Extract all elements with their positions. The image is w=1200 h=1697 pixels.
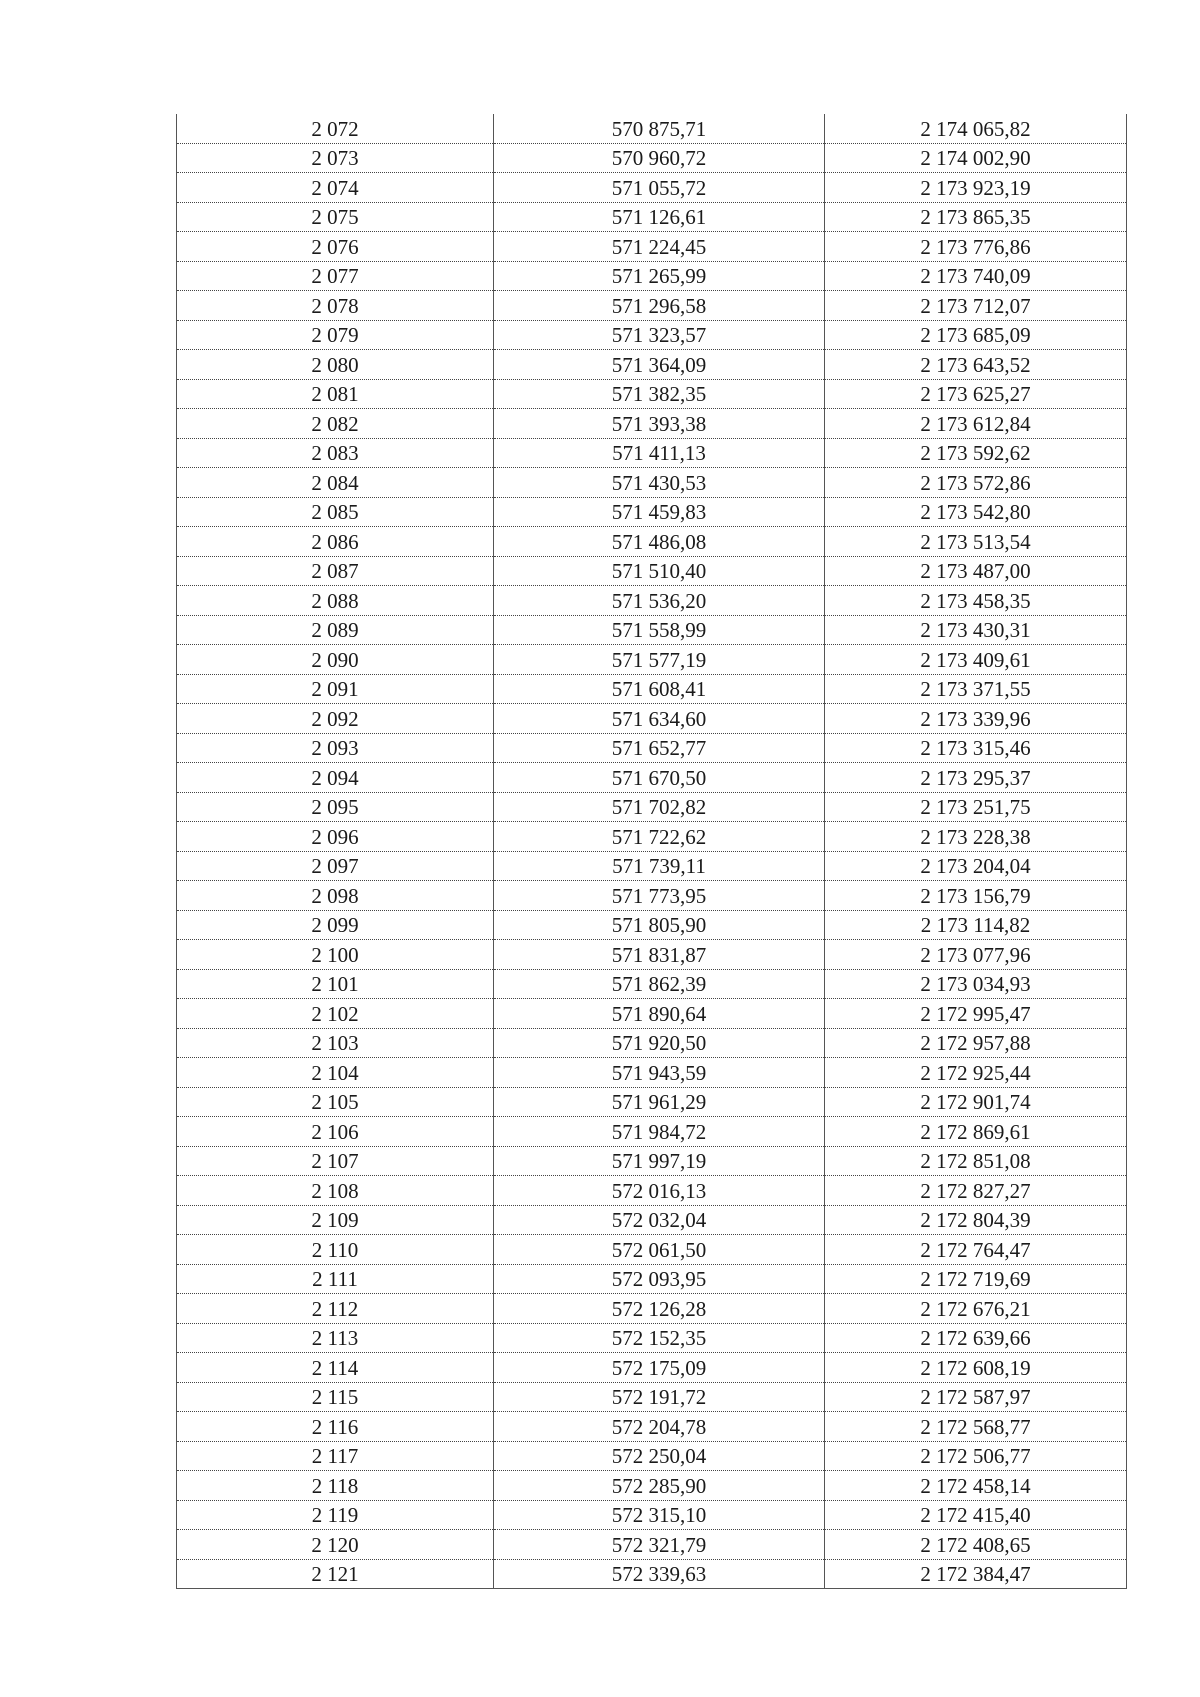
table-row <box>177 379 1127 409</box>
point-number-cell: 2 106 <box>177 1117 494 1147</box>
y-coordinate-cell: 2 172 804,39 <box>825 1205 1127 1235</box>
y-coordinate-cell: 2 172 764,47 <box>825 1235 1127 1265</box>
point-number-cell: 2 100 <box>177 940 494 970</box>
point-number-cell: 2 082 <box>177 409 494 439</box>
table-row <box>177 1176 1127 1206</box>
point-number-cell: 2 077 <box>177 261 494 291</box>
y-coordinate-cell: 2 173 625,27 <box>825 379 1127 409</box>
point-number-cell: 2 093 <box>177 733 494 763</box>
table-row <box>177 881 1127 911</box>
table-row <box>177 261 1127 291</box>
point-number-cell: 2 110 <box>177 1235 494 1265</box>
point-number-cell: 2 090 <box>177 645 494 675</box>
y-coordinate-cell: 2 172 901,74 <box>825 1087 1127 1117</box>
y-coordinate-cell: 2 173 776,86 <box>825 232 1127 262</box>
table-row <box>177 1028 1127 1058</box>
y-coordinate-cell: 2 174 065,82 <box>825 114 1127 143</box>
x-coordinate-cell: 571 702,82 <box>494 792 825 822</box>
table-row <box>177 409 1127 439</box>
point-number-cell: 2 087 <box>177 556 494 586</box>
table-row <box>177 468 1127 498</box>
x-coordinate-cell: 572 321,79 <box>494 1530 825 1560</box>
x-coordinate-cell: 572 339,63 <box>494 1559 825 1589</box>
table-row <box>177 1500 1127 1530</box>
table-row <box>177 910 1127 940</box>
table-row <box>177 645 1127 675</box>
y-coordinate-cell: 2 173 114,82 <box>825 910 1127 940</box>
table-row <box>177 1264 1127 1294</box>
table-row <box>177 1146 1127 1176</box>
point-number-cell: 2 105 <box>177 1087 494 1117</box>
x-coordinate-cell: 571 323,57 <box>494 320 825 350</box>
table-row <box>177 320 1127 350</box>
x-coordinate-cell: 571 997,19 <box>494 1146 825 1176</box>
point-number-cell: 2 081 <box>177 379 494 409</box>
table-row <box>177 1235 1127 1265</box>
table-row <box>177 291 1127 321</box>
table-row <box>177 202 1127 232</box>
point-number-cell: 2 083 <box>177 438 494 468</box>
x-coordinate-cell: 572 061,50 <box>494 1235 825 1265</box>
table-row <box>177 1382 1127 1412</box>
y-coordinate-cell: 2 173 034,93 <box>825 969 1127 999</box>
x-coordinate-cell: 572 191,72 <box>494 1382 825 1412</box>
point-number-cell: 2 072 <box>177 114 494 143</box>
table-row <box>177 586 1127 616</box>
point-number-cell: 2 109 <box>177 1205 494 1235</box>
point-number-cell: 2 098 <box>177 881 494 911</box>
point-number-cell: 2 117 <box>177 1441 494 1471</box>
x-coordinate-cell: 570 960,72 <box>494 143 825 173</box>
y-coordinate-cell: 2 173 371,55 <box>825 674 1127 704</box>
table-row <box>177 556 1127 586</box>
x-coordinate-cell: 571 773,95 <box>494 881 825 911</box>
y-coordinate-cell: 2 172 608,19 <box>825 1353 1127 1383</box>
point-number-cell: 2 088 <box>177 586 494 616</box>
y-coordinate-cell: 2 172 925,44 <box>825 1058 1127 1088</box>
y-coordinate-cell: 2 172 415,40 <box>825 1500 1127 1530</box>
table-row <box>177 1559 1127 1589</box>
table-row <box>177 1412 1127 1442</box>
point-number-cell: 2 107 <box>177 1146 494 1176</box>
y-coordinate-cell: 2 173 542,80 <box>825 497 1127 527</box>
point-number-cell: 2 086 <box>177 527 494 557</box>
x-coordinate-cell: 571 393,38 <box>494 409 825 439</box>
point-number-cell: 2 120 <box>177 1530 494 1560</box>
y-coordinate-cell: 2 172 869,61 <box>825 1117 1127 1147</box>
y-coordinate-cell: 2 172 408,65 <box>825 1530 1127 1560</box>
point-number-cell: 2 097 <box>177 851 494 881</box>
table-row <box>177 1441 1127 1471</box>
point-number-cell: 2 104 <box>177 1058 494 1088</box>
point-number-cell: 2 076 <box>177 232 494 262</box>
y-coordinate-cell: 2 172 384,47 <box>825 1559 1127 1589</box>
x-coordinate-cell: 572 032,04 <box>494 1205 825 1235</box>
y-coordinate-cell: 2 173 409,61 <box>825 645 1127 675</box>
table-row <box>177 1087 1127 1117</box>
table-row <box>177 1117 1127 1147</box>
y-coordinate-cell: 2 173 339,96 <box>825 704 1127 734</box>
table-row <box>177 1205 1127 1235</box>
y-coordinate-cell: 2 173 156,79 <box>825 881 1127 911</box>
table-row <box>177 792 1127 822</box>
x-coordinate-cell: 571 459,83 <box>494 497 825 527</box>
x-coordinate-cell: 571 831,87 <box>494 940 825 970</box>
x-coordinate-cell: 572 250,04 <box>494 1441 825 1471</box>
x-coordinate-cell: 571 126,61 <box>494 202 825 232</box>
x-coordinate-cell: 571 608,41 <box>494 674 825 704</box>
x-coordinate-cell: 571 055,72 <box>494 173 825 203</box>
point-number-cell: 2 099 <box>177 910 494 940</box>
table-row <box>177 999 1127 1029</box>
table-row <box>177 143 1127 173</box>
x-coordinate-cell: 571 430,53 <box>494 468 825 498</box>
y-coordinate-cell: 2 173 923,19 <box>825 173 1127 203</box>
point-number-cell: 2 108 <box>177 1176 494 1206</box>
x-coordinate-cell: 571 224,45 <box>494 232 825 262</box>
y-coordinate-cell: 2 172 719,69 <box>825 1264 1127 1294</box>
point-number-cell: 2 113 <box>177 1323 494 1353</box>
x-coordinate-cell: 571 364,09 <box>494 350 825 380</box>
y-coordinate-cell: 2 172 506,77 <box>825 1441 1127 1471</box>
table-row <box>177 527 1127 557</box>
x-coordinate-cell: 571 652,77 <box>494 733 825 763</box>
y-coordinate-cell: 2 172 676,21 <box>825 1294 1127 1324</box>
point-number-cell: 2 101 <box>177 969 494 999</box>
y-coordinate-cell: 2 172 827,27 <box>825 1176 1127 1206</box>
y-coordinate-cell: 2 173 228,38 <box>825 822 1127 852</box>
point-number-cell: 2 115 <box>177 1382 494 1412</box>
y-coordinate-cell: 2 173 712,07 <box>825 291 1127 321</box>
table-row <box>177 763 1127 793</box>
table-row <box>177 173 1127 203</box>
x-coordinate-cell: 572 093,95 <box>494 1264 825 1294</box>
table-row <box>177 438 1127 468</box>
y-coordinate-cell: 2 173 315,46 <box>825 733 1127 763</box>
table-row <box>177 232 1127 262</box>
point-number-cell: 2 084 <box>177 468 494 498</box>
y-coordinate-cell: 2 173 685,09 <box>825 320 1127 350</box>
y-coordinate-cell: 2 173 592,62 <box>825 438 1127 468</box>
x-coordinate-cell: 572 016,13 <box>494 1176 825 1206</box>
x-coordinate-cell: 571 558,99 <box>494 615 825 645</box>
point-number-cell: 2 102 <box>177 999 494 1029</box>
table-row <box>177 704 1127 734</box>
point-number-cell: 2 075 <box>177 202 494 232</box>
x-coordinate-cell: 571 510,40 <box>494 556 825 586</box>
x-coordinate-cell: 571 382,35 <box>494 379 825 409</box>
x-coordinate-cell: 571 634,60 <box>494 704 825 734</box>
y-coordinate-cell: 2 173 740,09 <box>825 261 1127 291</box>
point-number-cell: 2 095 <box>177 792 494 822</box>
coordinates-table <box>176 114 1127 1589</box>
point-number-cell: 2 118 <box>177 1471 494 1501</box>
point-number-cell: 2 079 <box>177 320 494 350</box>
y-coordinate-cell: 2 173 430,31 <box>825 615 1127 645</box>
point-number-cell: 2 073 <box>177 143 494 173</box>
y-coordinate-cell: 2 173 513,54 <box>825 527 1127 557</box>
y-coordinate-cell: 2 173 572,86 <box>825 468 1127 498</box>
table-row <box>177 497 1127 527</box>
x-coordinate-cell: 570 875,71 <box>494 114 825 143</box>
point-number-cell: 2 080 <box>177 350 494 380</box>
x-coordinate-cell: 571 536,20 <box>494 586 825 616</box>
y-coordinate-cell: 2 173 077,96 <box>825 940 1127 970</box>
y-coordinate-cell: 2 173 612,84 <box>825 409 1127 439</box>
table-row <box>177 350 1127 380</box>
point-number-cell: 2 096 <box>177 822 494 852</box>
table-row <box>177 114 1127 143</box>
x-coordinate-cell: 571 943,59 <box>494 1058 825 1088</box>
point-number-cell: 2 094 <box>177 763 494 793</box>
y-coordinate-cell: 2 172 458,14 <box>825 1471 1127 1501</box>
table-row <box>177 851 1127 881</box>
table-row <box>177 940 1127 970</box>
x-coordinate-cell: 572 152,35 <box>494 1323 825 1353</box>
table-row <box>177 674 1127 704</box>
table-row <box>177 1294 1127 1324</box>
coordinates-table-body <box>177 114 1127 1589</box>
x-coordinate-cell: 571 670,50 <box>494 763 825 793</box>
table-row <box>177 1323 1127 1353</box>
x-coordinate-cell: 571 411,13 <box>494 438 825 468</box>
x-coordinate-cell: 571 920,50 <box>494 1028 825 1058</box>
y-coordinate-cell: 2 174 002,90 <box>825 143 1127 173</box>
x-coordinate-cell: 572 315,10 <box>494 1500 825 1530</box>
point-number-cell: 2 119 <box>177 1500 494 1530</box>
point-number-cell: 2 089 <box>177 615 494 645</box>
x-coordinate-cell: 571 961,29 <box>494 1087 825 1117</box>
table-row <box>177 733 1127 763</box>
point-number-cell: 2 078 <box>177 291 494 321</box>
x-coordinate-cell: 571 739,11 <box>494 851 825 881</box>
table-row <box>177 969 1127 999</box>
x-coordinate-cell: 571 265,99 <box>494 261 825 291</box>
y-coordinate-cell: 2 173 487,00 <box>825 556 1127 586</box>
y-coordinate-cell: 2 172 957,88 <box>825 1028 1127 1058</box>
x-coordinate-cell: 572 204,78 <box>494 1412 825 1442</box>
point-number-cell: 2 116 <box>177 1412 494 1442</box>
y-coordinate-cell: 2 172 568,77 <box>825 1412 1127 1442</box>
y-coordinate-cell: 2 173 643,52 <box>825 350 1127 380</box>
table-row <box>177 1058 1127 1088</box>
table-row <box>177 822 1127 852</box>
point-number-cell: 2 121 <box>177 1559 494 1589</box>
point-number-cell: 2 092 <box>177 704 494 734</box>
table-row <box>177 615 1127 645</box>
x-coordinate-cell: 571 984,72 <box>494 1117 825 1147</box>
y-coordinate-cell: 2 172 995,47 <box>825 999 1127 1029</box>
point-number-cell: 2 091 <box>177 674 494 704</box>
x-coordinate-cell: 571 486,08 <box>494 527 825 557</box>
y-coordinate-cell: 2 172 639,66 <box>825 1323 1127 1353</box>
table-row <box>177 1530 1127 1560</box>
point-number-cell: 2 114 <box>177 1353 494 1383</box>
y-coordinate-cell: 2 173 204,04 <box>825 851 1127 881</box>
point-number-cell: 2 111 <box>177 1264 494 1294</box>
y-coordinate-cell: 2 172 851,08 <box>825 1146 1127 1176</box>
x-coordinate-cell: 571 722,62 <box>494 822 825 852</box>
x-coordinate-cell: 571 862,39 <box>494 969 825 999</box>
y-coordinate-cell: 2 173 865,35 <box>825 202 1127 232</box>
x-coordinate-cell: 572 126,28 <box>494 1294 825 1324</box>
x-coordinate-cell: 571 296,58 <box>494 291 825 321</box>
y-coordinate-cell: 2 173 458,35 <box>825 586 1127 616</box>
y-coordinate-cell: 2 173 251,75 <box>825 792 1127 822</box>
x-coordinate-cell: 571 805,90 <box>494 910 825 940</box>
x-coordinate-cell: 571 577,19 <box>494 645 825 675</box>
x-coordinate-cell: 572 285,90 <box>494 1471 825 1501</box>
y-coordinate-cell: 2 172 587,97 <box>825 1382 1127 1412</box>
point-number-cell: 2 103 <box>177 1028 494 1058</box>
point-number-cell: 2 074 <box>177 173 494 203</box>
table-row <box>177 1471 1127 1501</box>
point-number-cell: 2 085 <box>177 497 494 527</box>
x-coordinate-cell: 572 175,09 <box>494 1353 825 1383</box>
x-coordinate-cell: 571 890,64 <box>494 999 825 1029</box>
point-number-cell: 2 112 <box>177 1294 494 1324</box>
y-coordinate-cell: 2 173 295,37 <box>825 763 1127 793</box>
table-row <box>177 1353 1127 1383</box>
